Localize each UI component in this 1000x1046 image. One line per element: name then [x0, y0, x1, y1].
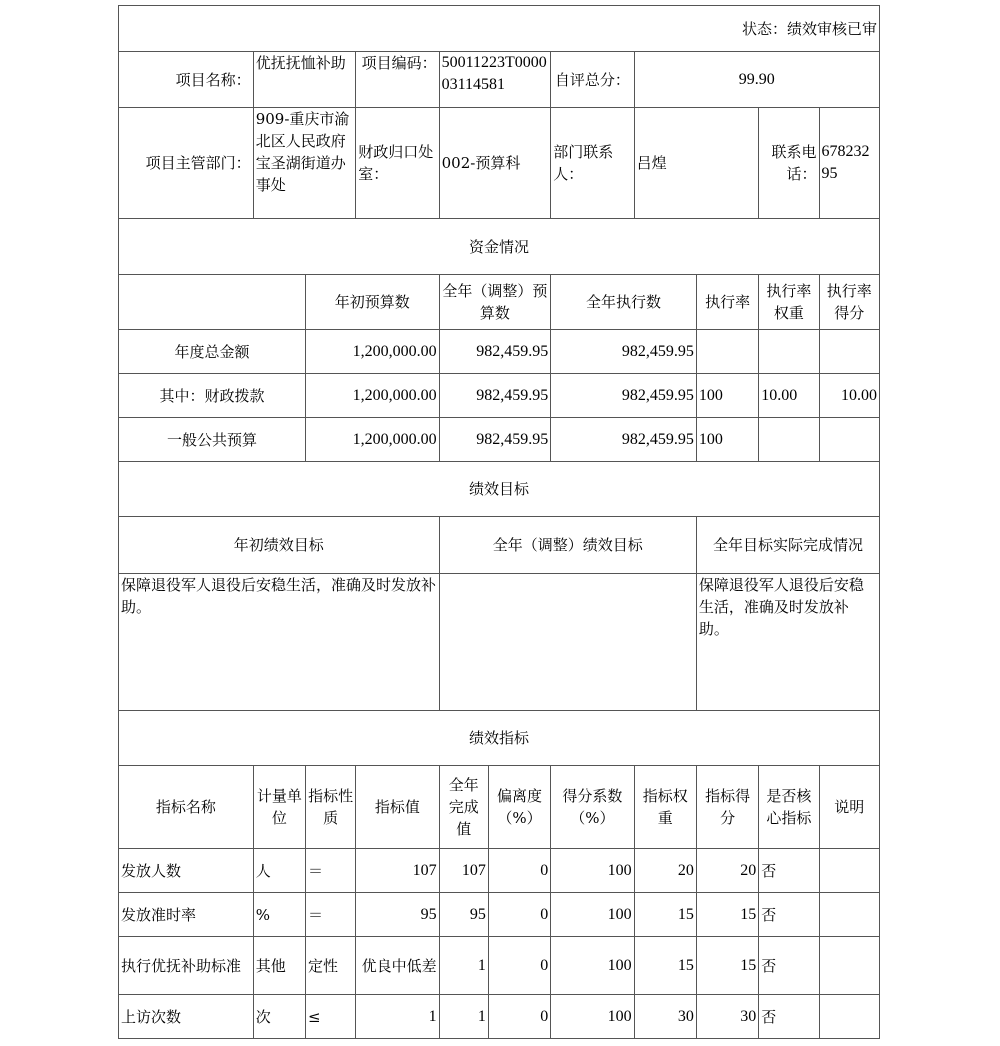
- indicator-name: 发放人数: [119, 849, 254, 893]
- indicator-completed: 95: [439, 893, 488, 937]
- funds-row: [119, 374, 880, 418]
- indicator-header-unit: 计量单位: [253, 766, 305, 849]
- indicator-completed: 1: [439, 995, 488, 1039]
- funds-header-initial: 年初预算数: [305, 275, 439, 330]
- indicator-name: 发放准时率: [119, 893, 254, 937]
- indicator-header-core: 是否核心指标: [759, 766, 819, 849]
- indicator-note: [819, 937, 879, 995]
- indicator-deviation: 0: [488, 893, 550, 937]
- indicator-score: 20: [696, 849, 758, 893]
- funds-row: [119, 418, 880, 462]
- indicator-coefficient: 100: [551, 995, 634, 1039]
- status-text: 状态：绩效审核已审: [119, 6, 880, 52]
- table-row: [119, 893, 880, 937]
- funds-rate: 100: [696, 374, 758, 418]
- funds-header-executed: 全年执行数: [551, 275, 697, 330]
- indicator-unit: 人: [253, 849, 305, 893]
- contact-label: 部门联系人：: [551, 108, 634, 219]
- indicator-header-completed: 全年完成值: [439, 766, 488, 849]
- indicators-section-title: 绩效指标: [119, 711, 880, 766]
- indicator-core: 否: [759, 849, 819, 893]
- funds-adjusted: 982,459.95: [439, 374, 551, 418]
- table-row: [119, 849, 880, 893]
- funds-weight: [759, 418, 819, 462]
- indicator-note: [819, 995, 879, 1039]
- funds-executed: 982,459.95: [551, 418, 697, 462]
- funds-row-label: 其中：财政拨款: [119, 374, 306, 418]
- indicator-coefficient: 100: [551, 849, 634, 893]
- funds-score: [819, 330, 879, 374]
- dept-label: 项目主管部门：: [119, 108, 254, 219]
- indicator-header-nature: 指标性质: [305, 766, 355, 849]
- indicators-header-row: [119, 766, 880, 849]
- indicator-core: 否: [759, 995, 819, 1039]
- indicator-weight: 15: [634, 893, 696, 937]
- indicator-score: 15: [696, 893, 758, 937]
- indicator-name: 执行优抚补助标准: [119, 937, 254, 995]
- funds-initial: 1,200,000.00: [305, 330, 439, 374]
- indicator-unit: 其他: [253, 937, 305, 995]
- funds-initial: 1,200,000.00: [305, 374, 439, 418]
- evaluation-table: [118, 5, 880, 1039]
- funds-initial: 1,200,000.00: [305, 418, 439, 462]
- initial-goal-text: 保障退役军人退役后安稳生活，准确及时发放补助。: [119, 574, 440, 711]
- dept-value: 909-重庆市渝北区人民政府宝圣湖街道办事处: [253, 108, 356, 219]
- funds-executed: 982,459.95: [551, 374, 697, 418]
- indicator-score: 15: [696, 937, 758, 995]
- initial-goal-header: 年初绩效目标: [119, 517, 440, 574]
- indicator-name: 上访次数: [119, 995, 254, 1039]
- funds-header-blank: [119, 275, 306, 330]
- indicator-coefficient: 100: [551, 893, 634, 937]
- actual-goal-header: 全年目标实际完成情况: [696, 517, 879, 574]
- project-name-label: 项目名称：: [119, 52, 254, 108]
- indicator-core: 否: [759, 937, 819, 995]
- funds-executed: 982,459.95: [551, 330, 697, 374]
- indicator-note: [819, 849, 879, 893]
- indicator-completed: 107: [439, 849, 488, 893]
- performance-evaluation-sheet: [118, 5, 880, 1046]
- funds-row: [119, 330, 880, 374]
- indicator-nature: ≤: [305, 995, 355, 1039]
- table-row: [119, 937, 880, 995]
- indicator-nature: ＝: [305, 849, 355, 893]
- indicator-weight: 15: [634, 937, 696, 995]
- funds-weight: 10.00: [759, 374, 819, 418]
- funds-header-adjusted: 全年（调整）预算数: [439, 275, 551, 330]
- funds-header-rate: 执行率: [696, 275, 758, 330]
- self-score-value: 99.90: [634, 52, 879, 108]
- indicator-header-coefficient: 得分系数（%）: [551, 766, 634, 849]
- indicator-weight: 20: [634, 849, 696, 893]
- indicator-note: [819, 893, 879, 937]
- indicator-unit: 次: [253, 995, 305, 1039]
- indicator-deviation: 0: [488, 937, 550, 995]
- funds-weight: [759, 330, 819, 374]
- indicator-header-deviation: 偏离度（%）: [488, 766, 550, 849]
- indicator-core: 否: [759, 893, 819, 937]
- funds-rate: 100: [696, 418, 758, 462]
- indicator-value: 优良中低差: [356, 937, 439, 995]
- funds-rate: [696, 330, 758, 374]
- indicator-nature: 定性: [305, 937, 355, 995]
- indicator-completed: 1: [439, 937, 488, 995]
- adjusted-goal-text: [439, 574, 696, 711]
- indicator-score: 30: [696, 995, 758, 1039]
- project-name-value: 优抚抚恤补助: [253, 52, 356, 108]
- contact-value: 吕煌: [634, 108, 759, 219]
- indicator-header-value: 指标值: [356, 766, 439, 849]
- funds-score: [819, 418, 879, 462]
- funds-header-weight: 执行率权重: [759, 275, 819, 330]
- indicator-deviation: 0: [488, 995, 550, 1039]
- adjusted-goal-header: 全年（调整）绩效目标: [439, 517, 696, 574]
- table-row: [119, 995, 880, 1039]
- indicator-header-name: 指标名称: [119, 766, 254, 849]
- indicator-coefficient: 100: [551, 937, 634, 995]
- project-code-label: 项目编码：: [356, 52, 439, 108]
- funds-score: 10.00: [819, 374, 879, 418]
- indicator-header-weight: 指标权重: [634, 766, 696, 849]
- phone-label: 联系电话：: [759, 108, 819, 219]
- indicator-nature: ＝: [305, 893, 355, 937]
- funds-row-label: 年度总金额: [119, 330, 306, 374]
- indicator-header-note: 说明: [819, 766, 879, 849]
- phone-value: 67823295: [819, 108, 879, 219]
- indicator-value: 95: [356, 893, 439, 937]
- actual-goal-text: 保障退役军人退役后安稳生活，准确及时发放补助。: [696, 574, 879, 711]
- indicator-unit: %: [253, 893, 305, 937]
- finance-office-label: 财政归口处室：: [356, 108, 439, 219]
- indicator-deviation: 0: [488, 849, 550, 893]
- project-code-value: 50011223T000003114581: [439, 52, 551, 108]
- funds-adjusted: 982,459.95: [439, 418, 551, 462]
- self-score-label: 自评总分：: [551, 52, 634, 108]
- indicator-value: 107: [356, 849, 439, 893]
- funds-section-title: 资金情况: [119, 219, 880, 275]
- funds-row-label: 一般公共预算: [119, 418, 306, 462]
- goals-section-title: 绩效目标: [119, 462, 880, 517]
- indicator-header-score: 指标得分: [696, 766, 758, 849]
- funds-header-score: 执行率得分: [819, 275, 879, 330]
- indicator-weight: 30: [634, 995, 696, 1039]
- funds-adjusted: 982,459.95: [439, 330, 551, 374]
- finance-office-value: 002-预算科: [439, 108, 551, 219]
- indicator-value: 1: [356, 995, 439, 1039]
